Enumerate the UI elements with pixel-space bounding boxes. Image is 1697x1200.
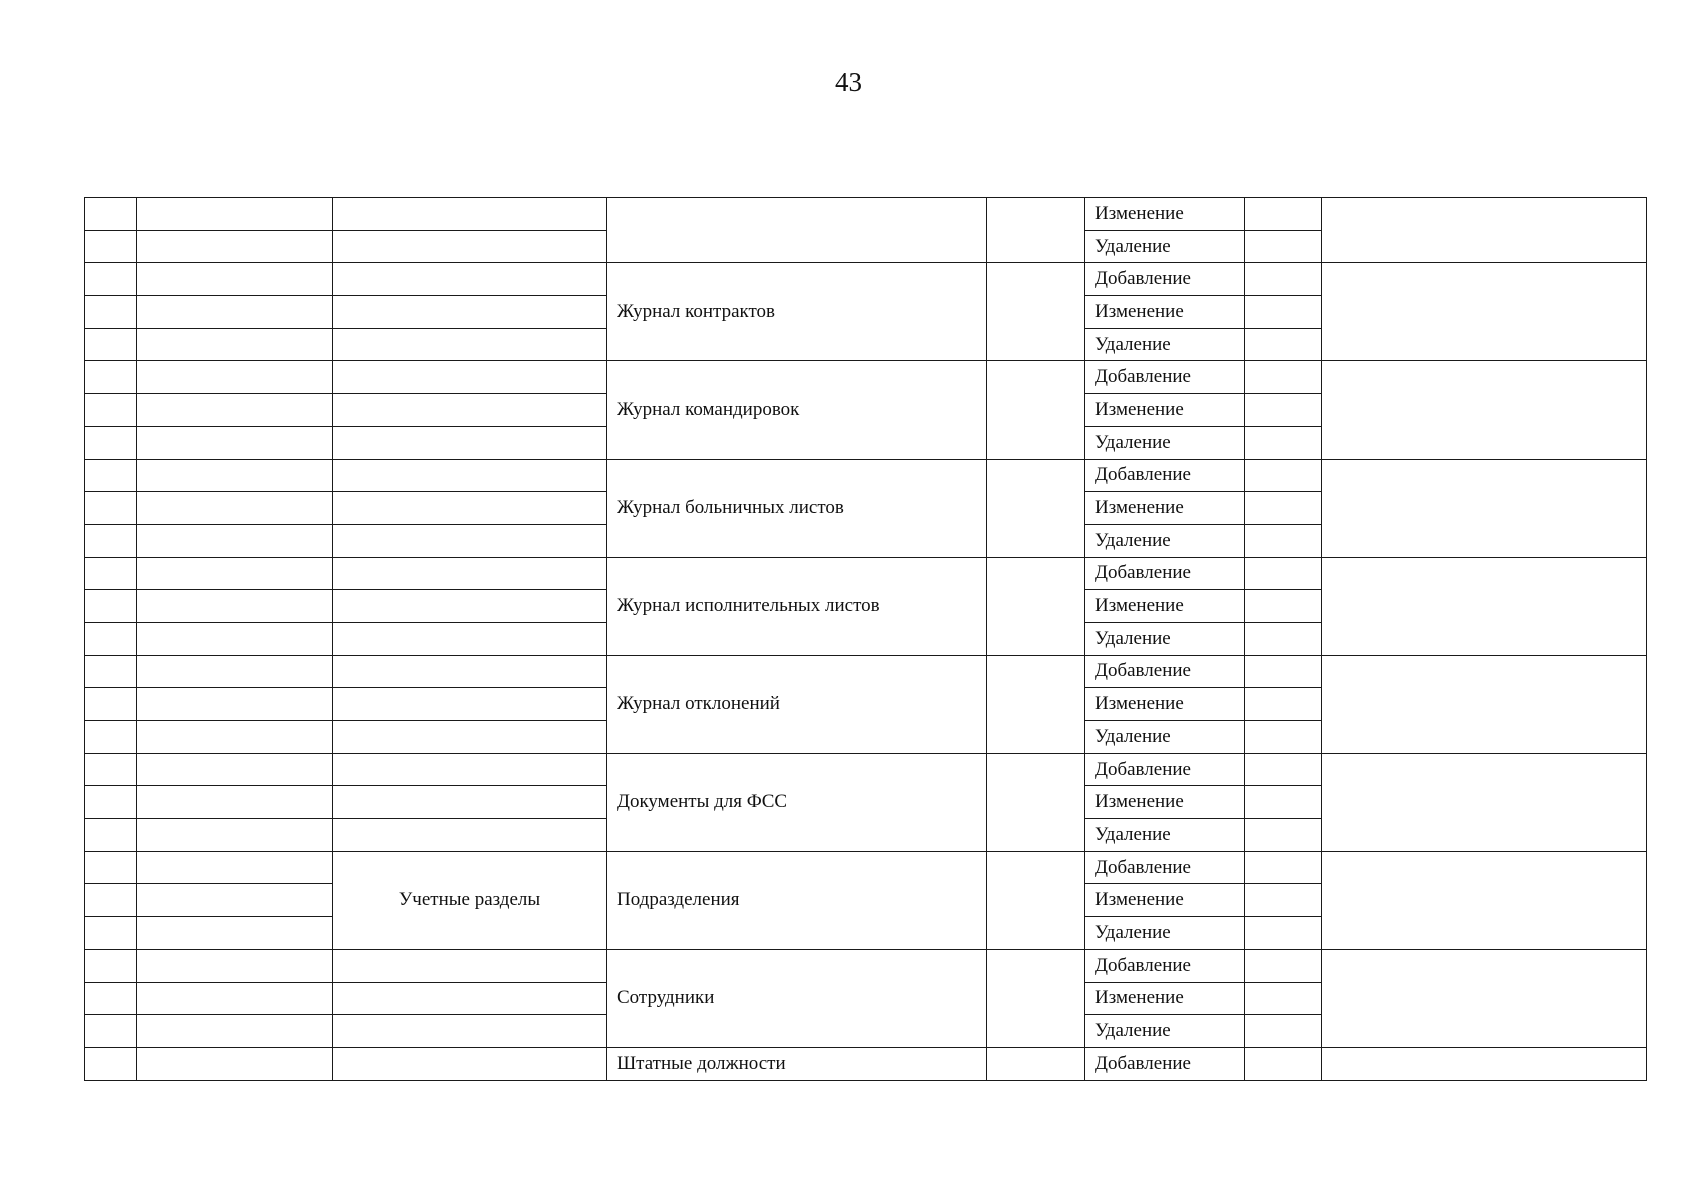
cell-subsystem — [137, 590, 333, 623]
cell-operation: Добавление — [1085, 361, 1245, 394]
cell-operation: Удаление — [1085, 426, 1245, 459]
cell-subsystem — [137, 688, 333, 721]
cell-object-extra — [987, 851, 1085, 949]
cell-number — [85, 492, 137, 525]
cell-operation: Изменение — [1085, 982, 1245, 1015]
cell-object-name: Журнал исполнительных листов — [607, 557, 987, 655]
cell-subsystem — [137, 230, 333, 263]
table-row — [85, 557, 1647, 590]
cell-section — [333, 721, 607, 754]
page-number: 43 — [835, 67, 862, 97]
cell-operation: Удаление — [1085, 622, 1245, 655]
cell-flag — [1245, 524, 1322, 557]
cell-object-name: Документы для ФСС — [607, 753, 987, 851]
table-row — [85, 198, 1647, 231]
table-row — [85, 753, 1647, 786]
cell-number — [85, 982, 137, 1015]
cell-operation: Удаление — [1085, 819, 1245, 852]
cell-operation: Изменение — [1085, 296, 1245, 329]
cell-operation: Изменение — [1085, 786, 1245, 819]
cell-number — [85, 459, 137, 492]
cell-subsystem — [137, 492, 333, 525]
cell-number — [85, 622, 137, 655]
cell-subsystem — [137, 426, 333, 459]
cell-subsystem — [137, 753, 333, 786]
cell-flag — [1245, 655, 1322, 688]
cell-section — [333, 819, 607, 852]
cell-number — [85, 688, 137, 721]
cell-number — [85, 557, 137, 590]
cell-flag — [1245, 1047, 1322, 1080]
cell-section — [333, 426, 607, 459]
cell-flag — [1245, 394, 1322, 427]
cell-operation: Изменение — [1085, 492, 1245, 525]
cell-flag — [1245, 1015, 1322, 1048]
table-row — [85, 361, 1647, 394]
cell-number — [85, 884, 137, 917]
cell-operation: Добавление — [1085, 459, 1245, 492]
cell-object-name — [607, 198, 987, 263]
cell-flag — [1245, 622, 1322, 655]
table-row — [85, 263, 1647, 296]
cell-subsystem — [137, 296, 333, 329]
cell-section — [333, 688, 607, 721]
cell-operation: Изменение — [1085, 590, 1245, 623]
cell-operation: Удаление — [1085, 721, 1245, 754]
cell-object-name: Журнал отклонений — [607, 655, 987, 753]
cell-number — [85, 328, 137, 361]
table-row — [85, 655, 1647, 688]
cell-number — [85, 590, 137, 623]
cell-subsystem — [137, 917, 333, 950]
cell-section — [333, 982, 607, 1015]
cell-operation: Изменение — [1085, 394, 1245, 427]
cell-flag — [1245, 753, 1322, 786]
cell-section: Учетные разделы — [333, 851, 607, 949]
cell-number — [85, 361, 137, 394]
cell-object-extra — [987, 1047, 1085, 1080]
cell-note — [1322, 1047, 1647, 1080]
cell-note — [1322, 557, 1647, 655]
cell-number — [85, 394, 137, 427]
cell-object-name: Журнал больничных листов — [607, 459, 987, 557]
cell-subsystem — [137, 655, 333, 688]
cell-number — [85, 1047, 137, 1080]
cell-subsystem — [137, 198, 333, 231]
cell-flag — [1245, 982, 1322, 1015]
cell-subsystem — [137, 721, 333, 754]
cell-section — [333, 1015, 607, 1048]
cell-number — [85, 230, 137, 263]
cell-flag — [1245, 819, 1322, 852]
cell-flag — [1245, 263, 1322, 296]
cell-flag — [1245, 557, 1322, 590]
cell-flag — [1245, 296, 1322, 329]
cell-flag — [1245, 198, 1322, 231]
cell-flag — [1245, 459, 1322, 492]
cell-note — [1322, 655, 1647, 753]
cell-object-name: Журнал контрактов — [607, 263, 987, 361]
cell-section — [333, 622, 607, 655]
cell-flag — [1245, 917, 1322, 950]
cell-object-extra — [987, 753, 1085, 851]
cell-operation: Добавление — [1085, 263, 1245, 296]
cell-subsystem — [137, 1047, 333, 1080]
cell-number — [85, 753, 137, 786]
table-row — [85, 1047, 1647, 1080]
cell-object-name: Журнал командировок — [607, 361, 987, 459]
cell-subsystem — [137, 557, 333, 590]
cell-section — [333, 786, 607, 819]
cell-operation: Добавление — [1085, 655, 1245, 688]
cell-number — [85, 721, 137, 754]
cell-operation: Удаление — [1085, 917, 1245, 950]
cell-operation: Добавление — [1085, 753, 1245, 786]
cell-flag — [1245, 492, 1322, 525]
cell-flag — [1245, 786, 1322, 819]
cell-operation: Удаление — [1085, 230, 1245, 263]
cell-operation: Добавление — [1085, 557, 1245, 590]
cell-note — [1322, 198, 1647, 263]
cell-operation: Изменение — [1085, 198, 1245, 231]
cell-flag — [1245, 949, 1322, 982]
cell-flag — [1245, 230, 1322, 263]
table-row — [85, 949, 1647, 982]
cell-operation: Изменение — [1085, 884, 1245, 917]
cell-subsystem — [137, 982, 333, 1015]
cell-subsystem — [137, 819, 333, 852]
cell-section — [333, 361, 607, 394]
cell-subsystem — [137, 1015, 333, 1048]
cell-subsystem — [137, 622, 333, 655]
cell-operation: Добавление — [1085, 851, 1245, 884]
cell-section — [333, 655, 607, 688]
cell-object-name: Подразделения — [607, 851, 987, 949]
cell-section — [333, 328, 607, 361]
cell-section — [333, 459, 607, 492]
cell-section — [333, 198, 607, 231]
cell-operation: Добавление — [1085, 949, 1245, 982]
cell-operation: Изменение — [1085, 688, 1245, 721]
table-row — [85, 459, 1647, 492]
cell-section — [333, 590, 607, 623]
cell-note — [1322, 851, 1647, 949]
cell-number — [85, 1015, 137, 1048]
cell-number — [85, 296, 137, 329]
cell-flag — [1245, 590, 1322, 623]
cell-section — [333, 263, 607, 296]
cell-number — [85, 198, 137, 231]
cell-section — [333, 296, 607, 329]
cell-section — [333, 557, 607, 590]
cell-section — [333, 949, 607, 982]
cell-number — [85, 851, 137, 884]
cell-object-name: Сотрудники — [607, 949, 987, 1047]
cell-number — [85, 949, 137, 982]
cell-subsystem — [137, 394, 333, 427]
table-row — [85, 851, 1647, 884]
cell-operation: Удаление — [1085, 328, 1245, 361]
cell-subsystem — [137, 328, 333, 361]
cell-flag — [1245, 361, 1322, 394]
cell-subsystem — [137, 361, 333, 394]
cell-number — [85, 426, 137, 459]
access-rights-table — [84, 197, 1647, 1081]
cell-section — [333, 753, 607, 786]
cell-flag — [1245, 884, 1322, 917]
cell-object-extra — [987, 263, 1085, 361]
cell-section — [333, 524, 607, 557]
cell-object-extra — [987, 949, 1085, 1047]
cell-flag — [1245, 688, 1322, 721]
cell-section — [333, 394, 607, 427]
cell-subsystem — [137, 263, 333, 296]
cell-flag — [1245, 721, 1322, 754]
cell-number — [85, 655, 137, 688]
cell-flag — [1245, 328, 1322, 361]
cell-subsystem — [137, 786, 333, 819]
cell-note — [1322, 753, 1647, 851]
cell-subsystem — [137, 851, 333, 884]
cell-object-extra — [987, 198, 1085, 263]
cell-operation: Удаление — [1085, 524, 1245, 557]
cell-object-extra — [987, 655, 1085, 753]
cell-note — [1322, 361, 1647, 459]
cell-object-extra — [987, 557, 1085, 655]
cell-number — [85, 786, 137, 819]
cell-operation: Удаление — [1085, 1015, 1245, 1048]
cell-flag — [1245, 851, 1322, 884]
cell-operation: Добавление — [1085, 1047, 1245, 1080]
cell-number — [85, 819, 137, 852]
cell-number — [85, 263, 137, 296]
cell-subsystem — [137, 459, 333, 492]
cell-subsystem — [137, 884, 333, 917]
cell-note — [1322, 949, 1647, 1047]
table-body — [85, 198, 1647, 1081]
cell-object-extra — [987, 459, 1085, 557]
cell-object-extra — [987, 361, 1085, 459]
cell-flag — [1245, 426, 1322, 459]
cell-section — [333, 1047, 607, 1080]
cell-section — [333, 230, 607, 263]
cell-number — [85, 524, 137, 557]
cell-section — [333, 492, 607, 525]
cell-note — [1322, 263, 1647, 361]
cell-number — [85, 917, 137, 950]
cell-object-name: Штатные должности — [607, 1047, 987, 1080]
cell-subsystem — [137, 524, 333, 557]
cell-subsystem — [137, 949, 333, 982]
cell-note — [1322, 459, 1647, 557]
